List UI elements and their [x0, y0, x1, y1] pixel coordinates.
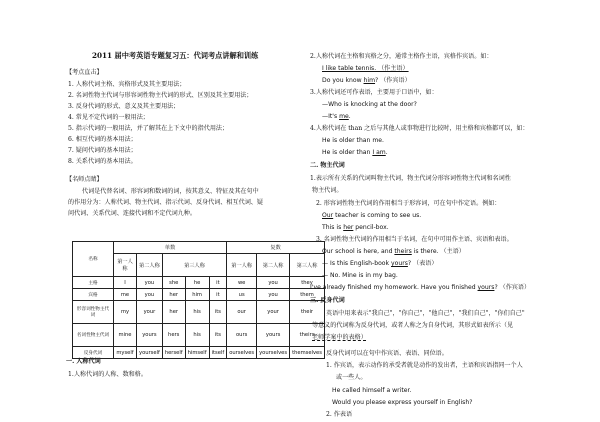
table-cell: yours [137, 324, 163, 347]
row-label: 形容词性物主代词 [73, 301, 114, 324]
row-label: 反身代词 [73, 347, 114, 359]
table-cell: you [257, 289, 290, 301]
example-highlight: yours [477, 284, 495, 291]
example-sentence [322, 65, 409, 73]
example-sentence: — No. Mine is in my bag. [322, 272, 398, 279]
row-label: 主格 [73, 277, 114, 289]
example-sentence [322, 212, 421, 220]
example-text: This is [322, 224, 344, 231]
example-sentence [322, 113, 351, 121]
example-sentence: He is older than me. [322, 137, 384, 144]
example-text: ? （作宾语） [494, 284, 531, 291]
body-text: 2. 作表语 [326, 411, 353, 418]
table-cell: him [185, 289, 209, 301]
table-cell: you [137, 289, 163, 301]
section-heading-possessive: 二. 物主代词 [310, 162, 345, 169]
example-highlight: I am [372, 149, 386, 156]
body-text: 2.人称代词在主格和宾格之分，通常主格作主语，宾格作宾语。如： [310, 53, 493, 60]
example-text: teacher is coming to see us. [333, 212, 422, 219]
table-header: 第二人称 [137, 254, 163, 277]
mingshi-heading: 【名师点睛】 [66, 176, 103, 183]
table-cell: our [227, 301, 257, 324]
table-header: 第三人称 [290, 254, 325, 277]
table-row [73, 289, 325, 301]
example-text: Our school is here, and [322, 248, 395, 255]
table-cell: they [290, 277, 325, 289]
table-cell: myself [114, 347, 137, 359]
body-text: 4.人称代词在 than 之后与其他人或事物进行比较时，用主格和宾格都可以，如： [310, 125, 529, 132]
table-cell: his [185, 301, 209, 324]
example-highlight: theirs [394, 248, 412, 255]
table-header: 复数 [227, 242, 325, 254]
example-sentence [322, 149, 388, 157]
body-text: 反身代词可以在句中作宾语、表语、同位语。 [326, 350, 448, 357]
table-header: 名称 [73, 242, 114, 277]
table-header: 第三人称 [162, 254, 226, 277]
example-text: is there. （主语） [411, 248, 465, 255]
body-text: 等意义的代词称为反身代词，或者人称之为自身代词，其形式如表所示（见 [312, 322, 514, 329]
table-cell: its [209, 324, 227, 347]
kaodian-heading: 【考点直击】 [66, 69, 103, 76]
example-highlight: yours [391, 260, 408, 267]
example-sentence [322, 224, 389, 232]
example-text: — Is this English-book [322, 260, 391, 267]
body-text: 1. 作宾语，表示动作的承受者就是动作的发出者，主语和宾语指同一个人 [326, 362, 523, 369]
table-row [73, 324, 325, 347]
section-heading-reflexive: 三. 反身代词 [310, 297, 345, 304]
table-cell: me [114, 289, 137, 301]
kaodian-item: 4. 常见不定代词的一般用法； [68, 114, 149, 121]
table-cell: itself [209, 347, 227, 359]
table-cell: yourselves [257, 347, 290, 359]
example-sentence [322, 248, 465, 256]
table-cell: your [257, 301, 290, 324]
example-highlight: him [363, 77, 376, 84]
document-title: 2011 届中考英语专题复习五：代词考点讲解和训练 [92, 51, 259, 60]
table-cell: your [137, 301, 163, 324]
table-cell: their [290, 301, 325, 324]
example-highlight: me [339, 113, 349, 120]
body-text: 1.表示所有关系的代词叫物主代词，物主代词分形容词性物主代词和名词性 [310, 175, 511, 182]
example-text: . [385, 149, 388, 156]
body-text: 3.人称代词还可作表语，主要用于口语中，如： [310, 89, 438, 96]
table-row [73, 347, 325, 359]
example-text: ? （作宾语） [375, 77, 411, 84]
table-cell: you [137, 277, 163, 289]
kaodian-item: 6. 相互代词的基本用法； [68, 136, 137, 143]
kaodian-item: 5. 指示代词的一般用法，并了解其在上下文中的指代用法； [68, 125, 229, 132]
table-header: 单数 [114, 242, 227, 254]
table-cell: himself [185, 347, 209, 359]
example-text: . [348, 113, 351, 120]
table-cell: he [185, 277, 209, 289]
table-cell: you [257, 277, 290, 289]
table-cell: I [114, 277, 137, 289]
table-cell: her [162, 301, 185, 324]
kaodian-item: 7. 疑问代词的基本用法； [68, 147, 137, 154]
example-text: I've already finished my homework. Have you finished [310, 284, 478, 291]
body-text: 1.人称代词的人称、数和格。 [68, 371, 147, 378]
table-header: 第一人称 [227, 254, 257, 277]
example-sentence: Would you please express yourself in English? [332, 399, 473, 406]
example-text: Do you know [322, 77, 364, 84]
table-cell: my [114, 301, 137, 324]
table-cell: ours [227, 324, 257, 347]
example-sentence: —Who is knocking at the door? [322, 101, 417, 108]
table-cell: herself [162, 347, 185, 359]
example-text: ? （表语） [407, 260, 438, 267]
example-text: pencil-box. [353, 224, 389, 231]
mingshi-paragraph: 的作用分为：人称代词、物主代词、指示代词、反身代词、相互代词、疑 [68, 199, 263, 206]
mingshi-paragraph: 问代词、关系代词、连接代词和不定代词九种。 [68, 210, 196, 217]
row-label: 宾格 [73, 289, 114, 301]
table-row [73, 301, 325, 324]
table-cell: us [227, 289, 257, 301]
table-cell: yours [257, 324, 290, 347]
kaodian-item: 3. 反身代词的形式、意义及其主要用法； [68, 103, 180, 110]
table-header: 第二人称 [257, 254, 290, 277]
table-cell: his [185, 324, 209, 347]
body-text: 英语中用来表示"我自己"，"你自己"，"他自己"，"我们自己"，"你们自己" [326, 310, 525, 317]
example-highlight: her [343, 224, 354, 231]
mingshi-paragraph: 代词是代替名词、形容词和数词的词，按其意义、特征及其在句中 [82, 188, 259, 195]
table-row [73, 277, 325, 289]
pronoun-table [72, 241, 325, 359]
table-cell: we [227, 277, 257, 289]
body-text: 3. 名词性物主代词的作用相当于名词，在句中可用作主语、宾语和表语。 [316, 236, 513, 243]
section-heading-personal-pronouns: 一. 人称代词 [66, 358, 101, 365]
table-cell: them [290, 289, 325, 301]
table-cell: her [162, 289, 185, 301]
body-text: 或一些人。 [336, 374, 367, 381]
example-text: I like table tennis. （作主语） [322, 65, 409, 72]
example-text: He is older than [322, 149, 373, 156]
kaodian-item: 2. 名词性物主代词与形容词性物主代词的形式、区别及其主要用法； [68, 92, 253, 99]
body-text: 物主代词。 [312, 187, 343, 194]
example-sentence: He called himself a writer. [332, 387, 412, 394]
table-cell: yourself [137, 347, 163, 359]
table-header: 第一人称 [114, 254, 137, 277]
example-text: —It's [322, 113, 340, 120]
row-label: 名词性物主代词 [73, 324, 114, 347]
kaodian-item: 8. 关系代词的基本用法。 [68, 158, 137, 165]
table-cell: she [162, 277, 185, 289]
body-text: 老师学案中的表格） [312, 334, 367, 341]
table-cell: it [209, 277, 227, 289]
example-sentence [322, 77, 411, 85]
table-cell: mine [114, 324, 137, 347]
kaodian-item: 1. 人称代词主格、宾格形式及其主要用法； [68, 81, 186, 88]
table-cell: ourselves [227, 347, 257, 359]
example-sentence [322, 260, 437, 268]
table-cell: themselves [290, 347, 325, 359]
table-header-row [73, 242, 325, 254]
table-cell: theirs [290, 324, 325, 347]
table-cell: its [209, 301, 227, 324]
table-cell: it [209, 289, 227, 301]
example-highlight: Our [322, 212, 334, 219]
body-text: 2. 形容词性物主代词的作用相当于形容词，可在句中作定语。例如： [316, 200, 501, 207]
example-sentence [310, 284, 530, 292]
table-cell: hers [162, 324, 185, 347]
